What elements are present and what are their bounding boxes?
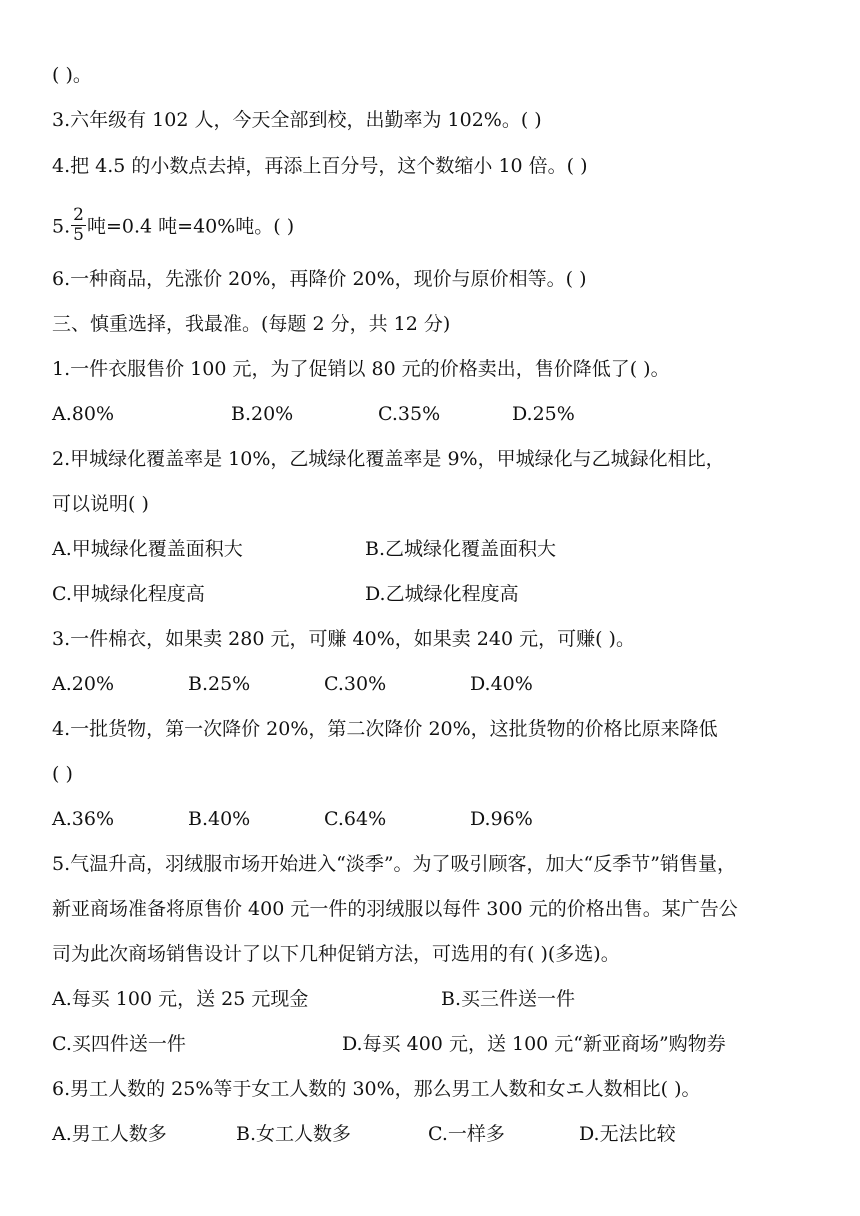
- option-a: A.36%: [52, 808, 114, 830]
- judgment-item-4: 4.把 4.5 的小数点去掉，再添上百分号，这个数缩小 10 倍。( ): [52, 155, 588, 177]
- item-text: 吨=0.4 吨=40%吨。( ): [86, 215, 295, 238]
- option-c: C.64%: [324, 808, 387, 830]
- option-a: A.男工人数多: [52, 1123, 167, 1145]
- section-heading: 三、慎重选择，我最准。(每题 2 分，共 12 分): [52, 313, 451, 335]
- option-c: C.买四件送一件: [52, 1033, 186, 1055]
- option-c: C.一样多: [428, 1123, 505, 1145]
- choice-question-4-cont: ( ): [52, 763, 73, 785]
- choice-question-2: 2.甲城绿化覆盖率是 10%，乙城绿化覆盖率是 9%，甲城绿化与乙城録化相比，: [52, 448, 725, 470]
- fraction-denominator: 5: [73, 225, 84, 245]
- judgment-item-3: 3.六年级有 102 人，今天全部到校，出勤率为 102%。( ): [52, 109, 542, 131]
- answer-blank-line: ( )。: [52, 64, 92, 86]
- judgment-item-5: [52, 205, 295, 247]
- judgment-item-6: 6.一种商品，先涨价 20%，再降价 20%，现价与原价相等。( ): [52, 268, 587, 290]
- option-d: D.96%: [470, 808, 533, 830]
- option-b: B.40%: [188, 808, 251, 830]
- option-d: D.25%: [512, 403, 575, 425]
- item-number: 5.: [52, 215, 71, 238]
- choice-question-5-cont: 新亚商场准备将原售价 400 元一件的羽绒服以每件 300 元的价格出售。某广告公: [52, 898, 738, 920]
- choice-question-6: 6.男工人数的 25%等于女工人数的 30%，那么男工人数和女エ人数相比( )。: [52, 1078, 701, 1100]
- fraction: [71, 206, 86, 245]
- option-c: C.甲城绿化程度高: [52, 583, 205, 605]
- fraction-numerator: 2: [73, 205, 84, 225]
- option-a: A.20%: [52, 673, 114, 695]
- option-d: D.乙城绿化程度高: [365, 583, 519, 605]
- option-b: B.买三件送一件: [441, 988, 576, 1010]
- option-a: A.每买 100 元，送 25 元现金: [52, 988, 309, 1010]
- choice-question-3: 3.一件棉衣，如果卖 280 元，可赚 40%，如果卖 240 元，可赚( )。: [52, 628, 635, 650]
- choice-question-2-cont: 可以说明( ): [52, 493, 149, 515]
- option-a: A.甲城绿化覆盖面积大: [52, 538, 243, 560]
- choice-question-5: 5.气温升高，羽绒服市场开始进入“淡季”。为了吸引顾客，加大“反季节”销售量，: [52, 853, 736, 875]
- option-b: B.乙城绿化覆盖面积大: [365, 538, 557, 560]
- choice-question-5-cont: 司为此次商场销售设计了以下几种促销方法，可选用的有( )(多选)。: [52, 943, 620, 965]
- option-b: B.25%: [188, 673, 251, 695]
- choice-question-4: 4.一批货物，第一次降价 20%，第二次降价 20%，这批货物的价格比原来降低: [52, 718, 718, 740]
- option-d: D.40%: [470, 673, 533, 695]
- option-b: B.20%: [231, 403, 294, 425]
- choice-question-1: 1.一件衣服售价 100 元，为了促销以 80 元的价格卖出，售价降低了( )。: [52, 358, 670, 380]
- option-a: A.80%: [52, 403, 114, 425]
- option-d: D.无法比较: [579, 1123, 676, 1145]
- option-b: B.女工人数多: [236, 1123, 352, 1145]
- option-c: C.30%: [324, 673, 387, 695]
- option-d: D.每买 400 元，送 100 元“新亚商场”购物券: [342, 1033, 726, 1055]
- option-c: C.35%: [378, 403, 441, 425]
